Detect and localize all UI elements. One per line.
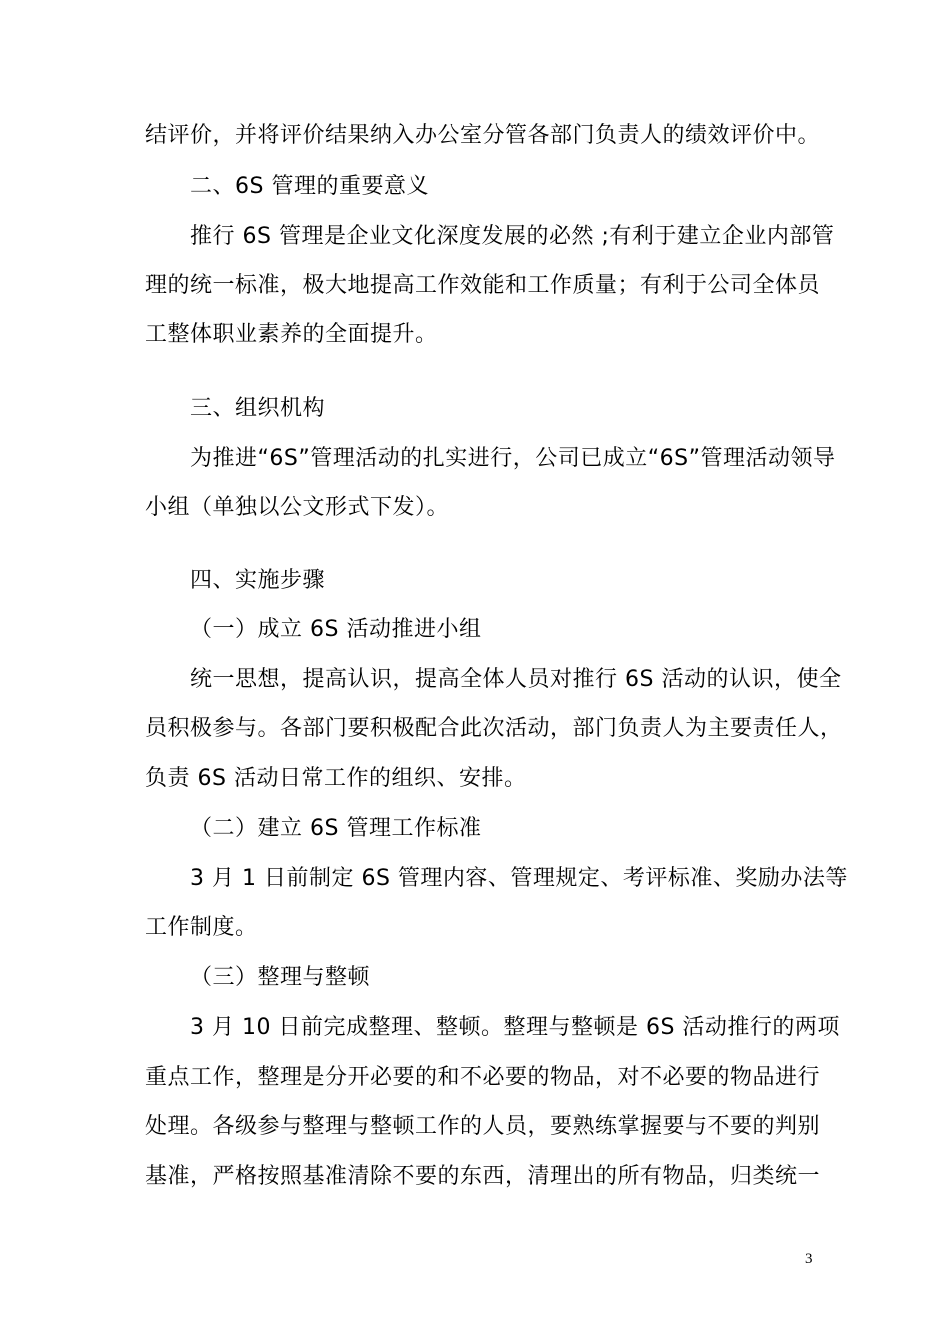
- section-heading: 四、实施步骤: [190, 568, 326, 593]
- subsection-heading: （三）整理与整顿: [190, 965, 371, 990]
- paragraph-line: 推行 6S 管理是企业文化深度发展的必然 ;有利于建立企业内部管: [190, 224, 835, 249]
- section-heading: 三、组织机构: [190, 396, 326, 421]
- paragraph-line: 统一思想，提高认识，提高全体人员对推行 6S 活动的认识，使全: [190, 667, 842, 692]
- paragraph-line: 为推进“6S”管理活动的扎实进行，公司已成立“6S”管理活动领导: [190, 446, 836, 471]
- paragraph-line: 基准，严格按照基准清除不要的东西，清理出的所有物品，归类统一: [145, 1164, 821, 1189]
- paragraph-line: 结评价，并将评价结果纳入办公室分管各部门负责人的绩效评价中。: [145, 123, 821, 148]
- subsection-heading: （二）建立 6S 管理工作标准: [190, 816, 482, 841]
- paragraph-line: 3 月 1 日前制定 6S 管理内容、管理规定、考评标准、奖励办法等: [190, 866, 848, 891]
- paragraph-line: 处理。各级参与整理与整顿工作的人员，要熟练掌握要与不要的判别: [145, 1114, 821, 1139]
- page-number: 3: [805, 1251, 813, 1267]
- subsection-heading: （一）成立 6S 活动推进小组: [190, 617, 482, 642]
- paragraph-line: 员积极参与。各部门要积极配合此次活动，部门负责人为主要责任人，: [145, 716, 843, 741]
- paragraph-line: 小组（单独以公文形式下发）。: [145, 495, 450, 520]
- paragraph-line: 重点工作，整理是分开必要的和不必要的物品，对不必要的物品进行: [145, 1065, 821, 1090]
- paragraph-line: 负责 6S 活动日常工作的组织、安排。: [145, 766, 527, 791]
- paragraph-line: 工整体职业素养的全面提升。: [145, 322, 438, 347]
- paragraph-line: 理的统一标准，极大地提高工作效能和工作质量；有利于公司全体员: [145, 273, 821, 298]
- paragraph-line: 3 月 10 日前完成整理、整顿。整理与整顿是 6S 活动推行的两项: [190, 1015, 840, 1040]
- section-heading: 二、6S 管理的重要意义: [190, 174, 429, 199]
- paragraph-line: 工作制度。: [145, 915, 258, 940]
